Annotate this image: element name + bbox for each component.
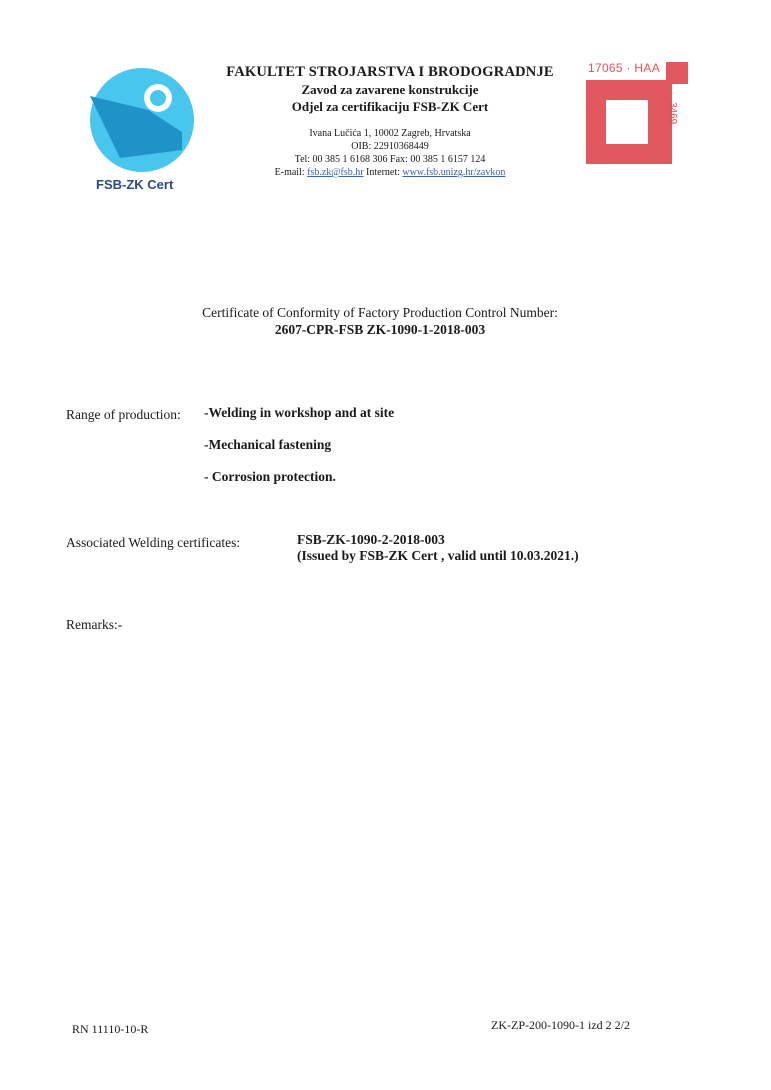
email-label: E-mail: [274, 167, 305, 178]
certificate-title-line: Certificate of Conformity of Factory Production Control Number: [202, 305, 558, 320]
org-phone-fax: Tel: 00 385 1 6168 306 Fax: 00 385 1 6157 124 [294, 154, 486, 165]
accreditation-number: 3469 [667, 102, 678, 125]
organization-header [220, 64, 560, 179]
remarks-label: Remarks:- [66, 617, 123, 632]
org-oib: OIB: 22910368449 [351, 141, 429, 152]
org-address: Ivana Lučića 1, 10002 Zagreb, Hrvatska [309, 128, 471, 139]
email-link[interactable]: fsb.zk@fsb.hr [307, 167, 364, 178]
accreditation-code: 17065 · HAA [588, 61, 661, 75]
internet-link[interactable]: www.fsb.unizg.hr/zavkon [402, 167, 506, 178]
footer-reference: RN 11110-10-R [72, 1022, 149, 1036]
org-name: FAKULTET STROJARSTVA I BRODOGRADNJE [226, 64, 554, 80]
internet-label: Internet: [366, 167, 400, 178]
org-email-web [220, 166, 560, 179]
org-cert-office: Odjel za certifikaciju FSB-ZK Cert [291, 99, 489, 114]
footer-document-code: ZK-ZP-200-1090-1 izd 2 2/2 [491, 1018, 630, 1032]
logo-emblem-icon [86, 66, 204, 176]
welding-label: Associated Welding certificates: [66, 535, 241, 550]
fsb-zk-cert-logo [86, 66, 204, 181]
range-label: Range of production: [66, 407, 181, 422]
certificate-title [150, 305, 610, 338]
range-item: -Mechanical fastening [204, 437, 332, 452]
welding-cert-number: FSB-ZK-1090-2-2018-003 [297, 532, 445, 547]
range-item: - Corrosion protection. [204, 469, 336, 484]
org-department: Zavod za zavarene konstrukcije [301, 82, 479, 97]
certificate-number: 2607-CPR-FSB ZK-1090-1-2018-003 [274, 322, 486, 337]
logo-caption: FSB-ZK Cert [96, 177, 174, 192]
org-contact [220, 127, 560, 179]
welding-cert-issued: (Issued by FSB-ZK Cert , valid until 10.03.2021.) [297, 548, 579, 563]
range-item: -Welding in workshop and at site [204, 405, 395, 420]
